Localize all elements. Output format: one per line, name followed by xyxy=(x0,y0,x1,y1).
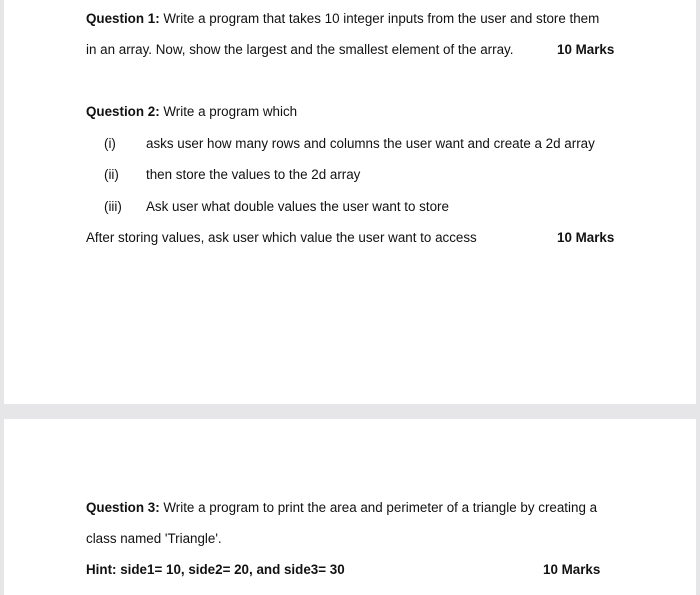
question-2-after-text: After storing values, ask user which value the user want to access xyxy=(86,230,477,245)
question-3-hint: Hint: side1= 10, side2= 20, and side3= 30 xyxy=(86,562,345,577)
question-2-item-1-number: (i) xyxy=(104,136,116,151)
question-2-intro: Write a program which xyxy=(159,104,298,119)
question-2-label: Question 2: xyxy=(86,104,160,119)
question-2-line-1 xyxy=(86,104,297,120)
question-3-marks: 10 Marks xyxy=(543,562,601,577)
question-1-marks: 10 Marks xyxy=(557,42,615,57)
document-page-2 xyxy=(4,419,696,595)
question-1-text: Write a program that takes 10 integer inputs from the user and store them xyxy=(159,11,600,26)
question-3-label: Question 3: xyxy=(86,500,160,515)
document-page-1 xyxy=(4,0,696,404)
question-1-line-1 xyxy=(86,11,599,27)
question-3-text: Write a program to print the area and perimeter of a triangle by creating a xyxy=(159,500,598,515)
question-2-item-3-number: (iii) xyxy=(104,199,122,214)
question-1-label: Question 1: xyxy=(86,11,160,26)
question-1-line-2: in an array. Now, show the largest and the smallest element of the array. xyxy=(86,42,514,57)
question-2-item-2-text: then store the values to the 2d array xyxy=(146,167,361,182)
question-2-item-2-number: (ii) xyxy=(104,167,119,182)
question-2-marks: 10 Marks xyxy=(557,230,615,245)
question-3-line-1 xyxy=(86,500,597,516)
question-3-line-2: class named 'Triangle'. xyxy=(86,531,222,546)
question-2-item-3-text: Ask user what double values the user want to store xyxy=(146,199,449,214)
question-2-item-1-text: asks user how many rows and columns the user want and create a 2d array xyxy=(146,136,595,151)
